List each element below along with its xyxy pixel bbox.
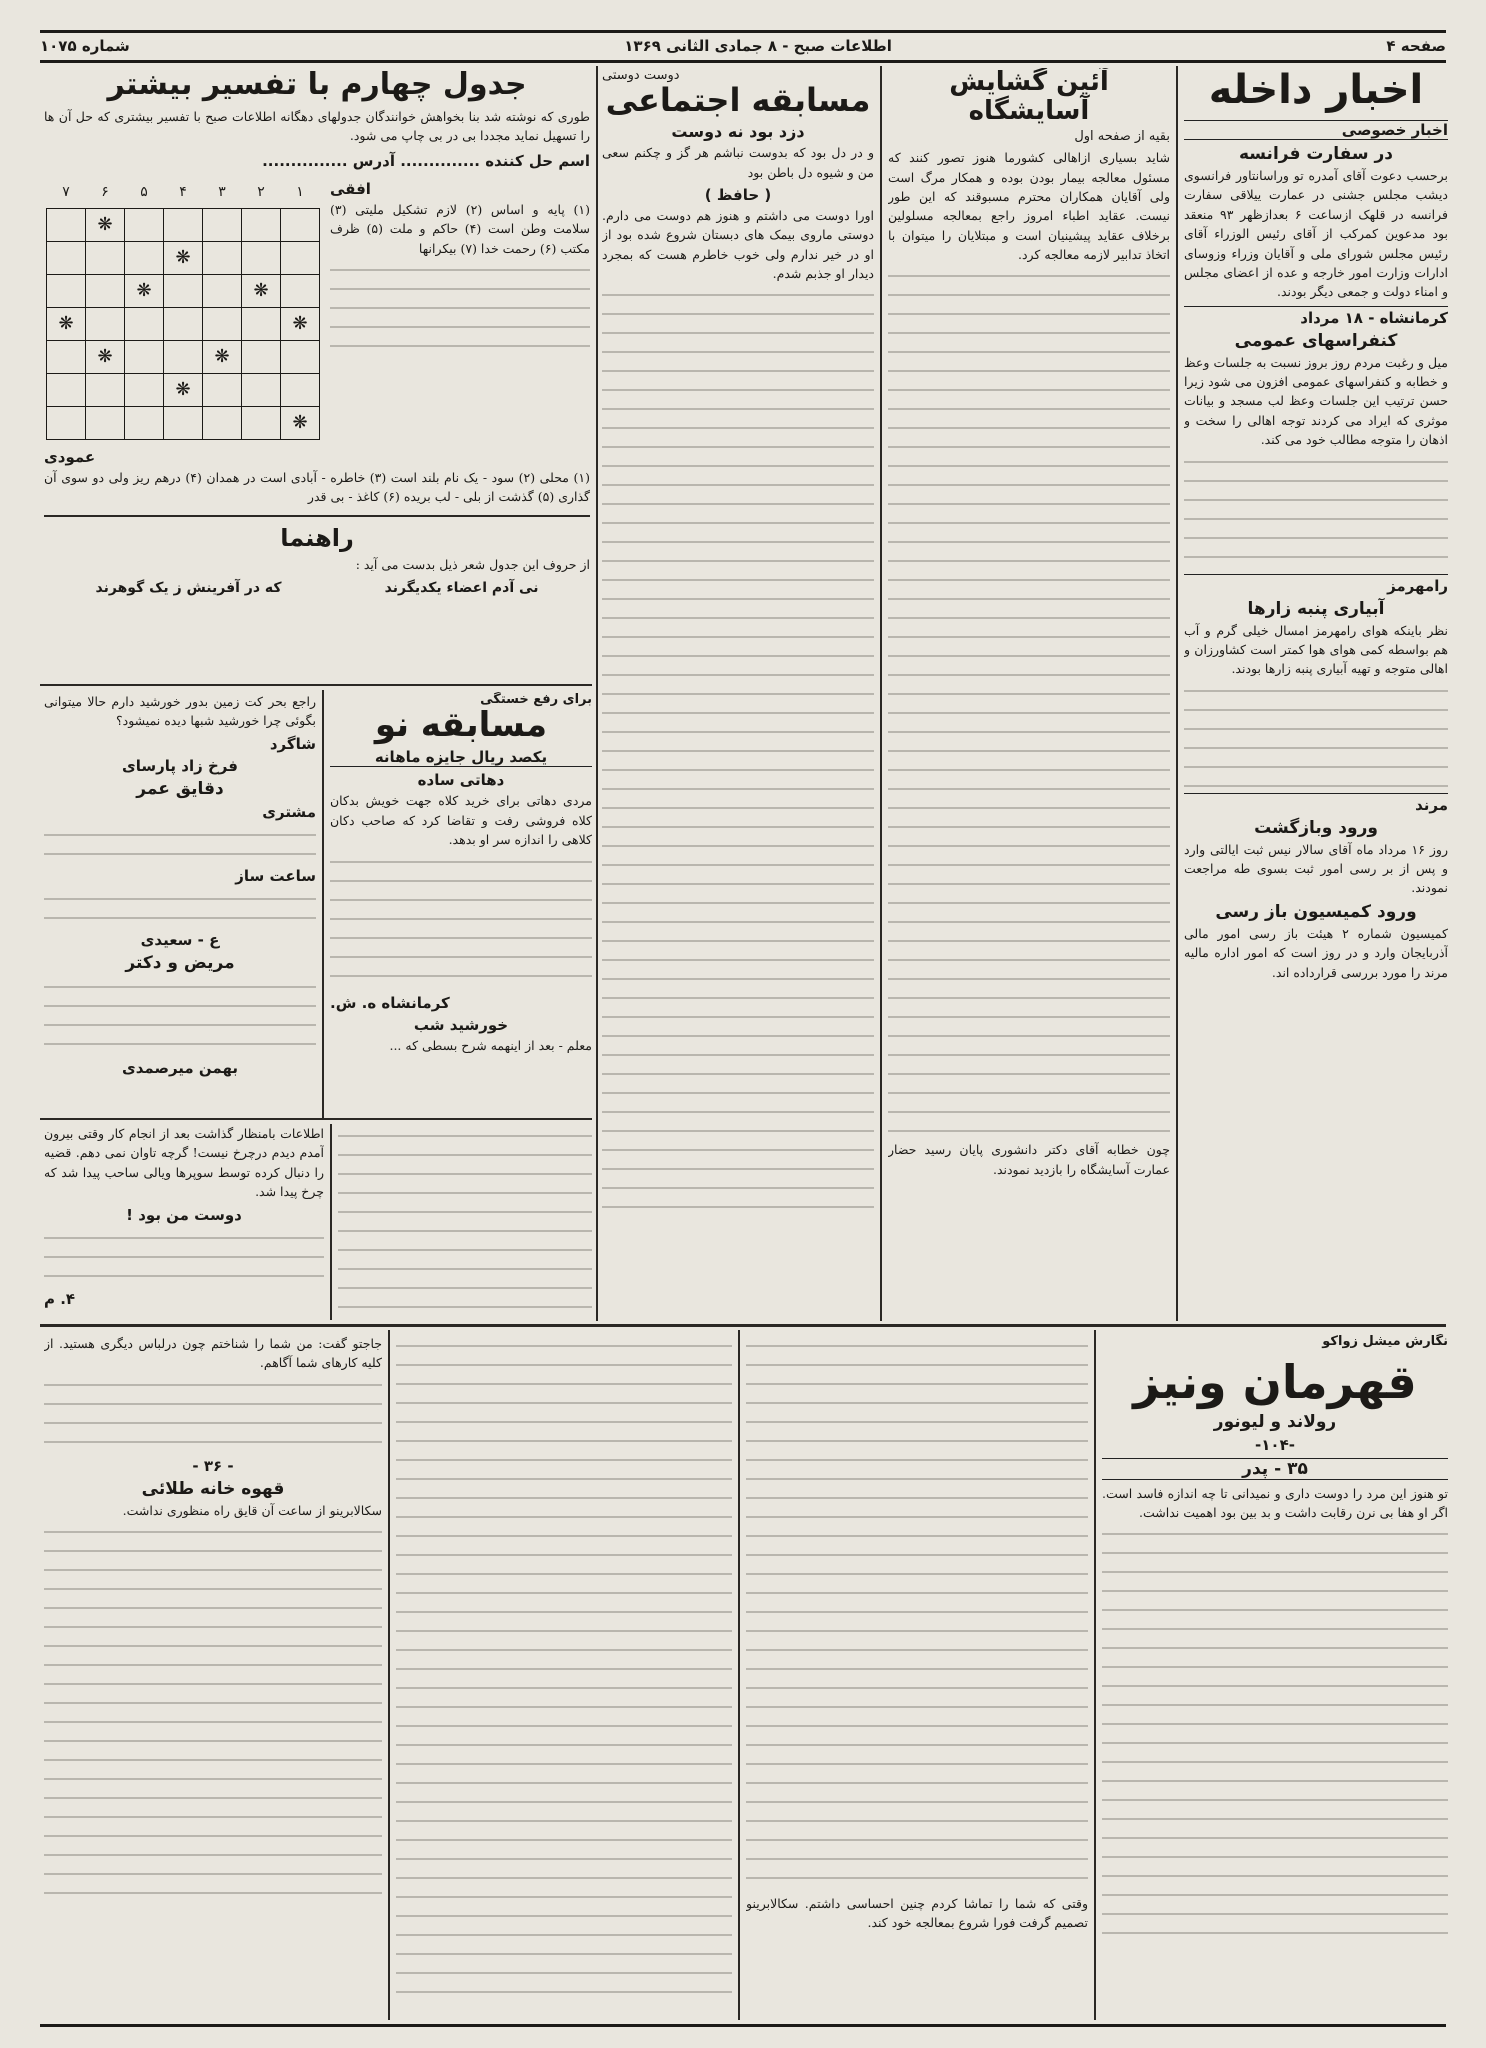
guide-text: از حروف این جدول شعر ذیل بدست می آید : (355, 556, 590, 572)
story-title: مسابقه اجتماعی (605, 81, 871, 119)
lower-section-rule (40, 1324, 1446, 1327)
grid-cell[interactable] (242, 373, 281, 406)
serial-column-3 (396, 1334, 732, 2020)
resort-closing: چون خطابه آقای دکتر دانشوری پایان رسید حضار عمارت آسایشگاه را بازدید نمودند. (888, 1142, 1170, 1177)
serial-column-4 (44, 1334, 382, 2020)
serial-text-1: تو هنوز این مرد را دوست داری و نمیدانی تا چه اندازه فاسد است. اگر او هفا بی نرن رقابت داشت و بد بین بود اهمیت نداشت. (1102, 1485, 1448, 1520)
divider (44, 515, 590, 517)
top-rule (40, 30, 1446, 33)
across-clues: (۱) پایه و اساس (۲) لازم تشکیل ملیتی (۳) سلامت وطن است (۴) حاکم و ملت (۵) ظرف مکتب (۶) رحمت خدا (۷) بیکرانها (330, 201, 590, 256)
misc-item-2-customer: مشتری (262, 802, 316, 821)
bottom-rule (40, 2024, 1446, 2027)
text-block (338, 1124, 592, 1314)
serial-text-3: جاجتو گفت: من شما را شناختم چون درلباس دیگری هستید. از کلیه کارهای شما آگاهم. (44, 1336, 382, 1371)
domestic-news-column (1184, 68, 1448, 1318)
grid-cell[interactable] (242, 241, 281, 274)
misc-item-1: شاگرد (269, 734, 316, 753)
column-rule (880, 66, 882, 1321)
grid-cell[interactable] (47, 241, 86, 274)
grid-cell[interactable] (86, 406, 125, 439)
serial-chapter: ۳۵ - پدر (1102, 1458, 1448, 1480)
col-num: ۲ (257, 183, 265, 200)
misc-item-2-author: ع - سعیدی (140, 930, 220, 949)
story-verse: و در دل بود که بدوست نباشم هر گز و چکنم سعی من و شیوه دل باطن بود (602, 145, 874, 180)
serial-title: قهرمان ونیز (1133, 1355, 1417, 1409)
col-num: ۱ (296, 183, 304, 200)
arrival-heading: ورود وبازگشت (1254, 817, 1378, 838)
grid-cell[interactable] (164, 274, 203, 307)
irrigation-heading: آبیاری پنبه زارها (1247, 598, 1385, 619)
serial-chapter-2-title: قهوه خانه طلائی (141, 1478, 285, 1499)
misc-item-2-watchmaker: ساعت ساز (235, 866, 316, 885)
column-rule (738, 1330, 740, 2020)
grid-col-numbers (47, 176, 320, 209)
grid-cell[interactable] (86, 274, 125, 307)
grid-cell[interactable] (281, 241, 320, 274)
misc-intro: راجع بحر کت زمین بدور خورشید دارم حالا میتوانی بگوئی چرا خورشید شبها دیده نمیشود؟ (44, 694, 316, 729)
col-num: ۵ (140, 183, 148, 200)
text-block (44, 975, 316, 1055)
serial-column (1102, 1334, 1448, 2020)
dateline-ramhormoz: رامهرمز (1184, 574, 1448, 595)
continued-note: بقیه از صفحه اول (1074, 129, 1170, 145)
grid-cell[interactable] (164, 340, 203, 373)
conferences-text: میل و رغبت مردم روز بروز نسبت به جلسات وعظ و خطابه و کنفراسهای عمومی افزون می شود زیرا حسن ترتیب این جلسات وعظ لب مسجد و بیانات موثری که ایراد می کردند توجه اهالی را سخت و اذهان را متوجه مطالب خود می کند. (1184, 354, 1448, 448)
divider (40, 1118, 592, 1120)
french-embassy-text: برحسب دعوت آقای آمدره تو وراسانتاور فرانسوی دیشب مجلس جشنی در عمارت ییلاقی سفارت فرانسه در قلهک ازساعت ۶ بعدازظهر ۹۳ منعقد بود مدعوین کمرکب از آقای رئیس الوزراء آقای رئیس مجلس شورای ملی و آقایان وزراء وزوسای ادارات وزارت امور خارجه و عده از اعضای مجلس و امناء دولت و جمعی دیگر بودند. (1184, 168, 1448, 300)
jokes-kicker: برای رفع خستگی (480, 692, 592, 707)
letter-signature: ۴. م (44, 1289, 76, 1308)
down-clues: (۱) محلی (۲) سود - یک نام بلند است (۳) خاطره - آبادی است در همدان (۴) درهم ریز ولی دو سوی آن گذاری (۵) گذشت از بلی - لب بریده (۶) کاغذ - بی قدر (44, 469, 590, 505)
grid-cell[interactable] (281, 274, 320, 307)
column-rule (322, 690, 324, 1118)
text-block (44, 887, 316, 927)
grid-cell[interactable] (47, 406, 86, 439)
grid-cell[interactable] (242, 208, 281, 241)
serial-column-2 (746, 1334, 1088, 2020)
serial-episode: -۱۰۴- (1255, 1435, 1295, 1454)
resort-title: آئین گشایش آسایشگاه (949, 68, 1109, 126)
guide-title: راهنما (280, 523, 354, 552)
grid-star-cell: ❋ (242, 274, 281, 307)
misc-item-2: دقایق عمر (136, 778, 224, 799)
text-block (44, 823, 316, 863)
misc-jokes-column (44, 692, 316, 1112)
misc-item-3: مریض و دکتر (125, 952, 235, 973)
down-label: عمودی (44, 447, 96, 466)
col-num: ۶ (101, 183, 109, 200)
grid-cell[interactable] (203, 208, 242, 241)
grid-cell[interactable] (47, 340, 86, 373)
letter-text: اطلاعات بامنظار گذاشت بعد از انجام کار وقتی بیرون آمدم دیدم درچرخ نیست! گرچه تاوان نمی دهم. قضیه را دنبال کرده توسط سوپرها ویالی ساحب پیدا شد که چرخ پیدا شد. (44, 1126, 324, 1200)
grid-cell[interactable] (203, 274, 242, 307)
joke-1-title: دهاتی ساده (417, 771, 505, 790)
text-block (396, 1334, 732, 2004)
header-date: اطلاعات صبح - ۸ جمادی الثانی ۱۳۶۹ (624, 37, 892, 55)
serial-subtitle: رولاند و لیونور (1213, 1411, 1337, 1432)
grid-cell[interactable] (125, 208, 164, 241)
serial-chapter-2: - ۳۶ - (192, 1456, 234, 1475)
page-header (40, 34, 1446, 58)
story-poet: ( حافظ ) (704, 185, 772, 204)
joke-1-author: کرمانشاه ه. ش. (330, 993, 450, 1012)
inspection-heading: ورود کمیسیون باز رسی (1215, 901, 1417, 922)
section-private-news: اخبار خصوصی (1184, 120, 1448, 140)
grid-cell[interactable] (164, 307, 203, 340)
dateline-kermanshah: کرمانشاه - ۱۸ مرداد (1184, 306, 1448, 327)
domestic-news-title: اخبار داخله (1208, 68, 1424, 113)
grid-star-cell: ❋ (281, 406, 320, 439)
crossword-grid-wrap (46, 176, 320, 440)
grid-cell[interactable] (47, 373, 86, 406)
page-number: صفحه ۴ (1386, 37, 1446, 55)
grid-cell[interactable] (203, 307, 242, 340)
text-block (1184, 679, 1448, 789)
conferences-heading: کنفراسهای عمومی (1234, 330, 1398, 351)
column-rule (330, 1124, 332, 1320)
header-rule (40, 60, 1446, 63)
grid-star-cell: ❋ (125, 274, 164, 307)
crossword-title: جدول چهارم با تفسیر بیشتر (107, 68, 527, 102)
jokes-column (330, 692, 592, 1112)
grid-cell[interactable] (164, 208, 203, 241)
crossword-intro: طوری که نوشته شد بنا بخواهش خوانندگان جدولهای دهگانه اطلاعات صبح با تفسیر بیشتری که حل آن ها را تسهیل نماید مجددا بی در بی چاپ می شود. (44, 109, 590, 144)
grid-star-cell: ❋ (86, 340, 125, 373)
grid-cell[interactable] (47, 208, 86, 241)
grid-star-cell: ❋ (47, 307, 86, 340)
crossword-section (44, 68, 590, 678)
column-rule (1176, 66, 1178, 1321)
irrigation-text: نظر باینکه هوای رامهرمز امسال خیلی گرم و آب هم بواسطه کمی هوای هوا کمتر است کشاورزان و اهالی متوجه و تهیه آبیاری پنبه زارها بودند. (1184, 622, 1448, 677)
grid-star-cell: ❋ (203, 340, 242, 373)
dateline-marand: مرند (1184, 793, 1448, 814)
inspection-text: کمیسیون شماره ۲ هیئت باز رسی امور مالی آذربایجان وارد و در روز است که امور اداره مالیه مرند را مورد بررسی قرارداده اند. (1184, 925, 1448, 980)
text-block (330, 850, 592, 990)
letter-column-2 (338, 1124, 592, 1320)
grid-cell[interactable] (281, 373, 320, 406)
grid-cell[interactable] (125, 373, 164, 406)
grid-star-cell: ❋ (86, 208, 125, 241)
story-text: اورا دوست می داشتم و هنوز هم دوست می دارم. دوستی ماروی بیمک های دبستان شروع شده بود از او در خیر ندارم ولی خوب خاطرم هست که بمجرد دیدار او جذبم شدم. (602, 207, 874, 282)
crossword-clues (330, 176, 590, 440)
text-block (746, 1334, 1088, 1894)
serial-text-2: وقتی که شما را تماشا کردم چنین احساسی داشتم. سکالابرینو تصمیم گرفت فورا شروع بمعالجه خود کند. (746, 1896, 1088, 1931)
grid-cell[interactable] (164, 406, 203, 439)
letter-heading: دوست من بود ! (126, 1205, 242, 1224)
divider (40, 684, 592, 686)
grid-cell[interactable] (125, 241, 164, 274)
arrival-text: روز ۱۶ مرداد ماه آقای سالار نیس ثبت ایالتی وارد و پس از بر رسی امور ثبت بسوی طه مراجعت نمودند. (1184, 841, 1448, 896)
text-block (44, 1520, 382, 1910)
grid-cell[interactable] (242, 307, 281, 340)
social-contest-column (602, 68, 874, 1318)
text-block (1184, 450, 1448, 570)
grid-cell[interactable] (242, 406, 281, 439)
text-block (330, 258, 590, 348)
grid-star-cell: ❋ (164, 241, 203, 274)
guide-verse-1: نی آدم اعضاء یکدیگرند (384, 580, 539, 597)
resort-text: شاید بسیاری ازاهالی کشورما هنوز تصور کنند که مسئول معالجه بیمار بودن بوده و همکار مرگ است ولی آقایان همکاران محترم مسبوقند که این طور نیست. عقاید اطباء امروز راجع بمعالجه مسلولین برخلاف عقاید پیشینیان است و مبتلایان را میتوان با اتخاذ تدابیر لازمه معالجه کرد. (888, 150, 1170, 263)
grid-cell[interactable] (125, 307, 164, 340)
grid-cell[interactable] (242, 340, 281, 373)
grid-cell[interactable] (86, 307, 125, 340)
jokes-title: مسابقه نو (374, 705, 548, 745)
solver-form: اسم حل کننده .............. آدرس ............... (262, 151, 590, 170)
grid-cell[interactable] (125, 340, 164, 373)
misc-item-1-author: فرخ زاد پارسای (122, 756, 238, 775)
issue-number: شماره ۱۰۷۵ (40, 37, 130, 55)
joke-2-text: معلم - بعد از اینهمه شرح بسطی که ... (389, 1037, 592, 1053)
grid-star-cell: ❋ (281, 307, 320, 340)
resort-opening-column (888, 68, 1170, 1318)
grid-cell[interactable] (203, 373, 242, 406)
crossword-body (44, 176, 590, 440)
crossword-grid (46, 176, 320, 440)
joke-1-text: مردی دهاتی برای خرید کلاه جهت خویش بدکان کلاه فروشی رفت و تقاضا کرد که صاحب دکان کلاهی را اندازه سر او بدهد. (330, 793, 592, 848)
misc-item-3-author: بهمن میرصمدی (121, 1058, 238, 1077)
across-label: افقی (330, 179, 371, 198)
serial-author: نگارش میشل زواکو (1322, 1334, 1448, 1349)
column-rule (1094, 1330, 1096, 2020)
col-num: ۷ (62, 183, 70, 200)
text-block (1102, 1522, 1448, 1942)
jokes-prize: یکصد ریال جایزه ماهانه (330, 748, 592, 767)
guide-verses (44, 580, 590, 596)
grid-cell[interactable] (86, 241, 125, 274)
column-rule (596, 66, 598, 1321)
guide-verse-2: که در آفرینش ز یک گوهرند (95, 580, 282, 597)
grid-cell[interactable] (203, 406, 242, 439)
col-num: ۳ (218, 183, 226, 200)
grid-cell[interactable] (47, 274, 86, 307)
text-block (44, 1373, 382, 1453)
grid-cell[interactable] (86, 373, 125, 406)
story-kicker: دوست دوستی (602, 68, 680, 83)
col-num: ۴ (179, 183, 187, 200)
grid-cell[interactable] (203, 241, 242, 274)
text-block (44, 1226, 324, 1286)
letter-column (44, 1124, 324, 1320)
serial-text-4: سکالابرینو از ساعت آن قایق راه منظوری نداشت. (122, 1502, 382, 1518)
text-block (888, 264, 1170, 1134)
grid-cell[interactable] (125, 406, 164, 439)
french-embassy-heading: در سفارت فرانسه (1238, 144, 1394, 164)
text-block (602, 283, 874, 1213)
story-subtitle: دزد بود نه دوست (671, 122, 805, 142)
column-rule (388, 1330, 390, 2020)
joke-2-title: خورشید شب (413, 1015, 509, 1034)
grid-cell[interactable] (281, 208, 320, 241)
grid-cell[interactable] (281, 340, 320, 373)
grid-star-cell: ❋ (164, 373, 203, 406)
